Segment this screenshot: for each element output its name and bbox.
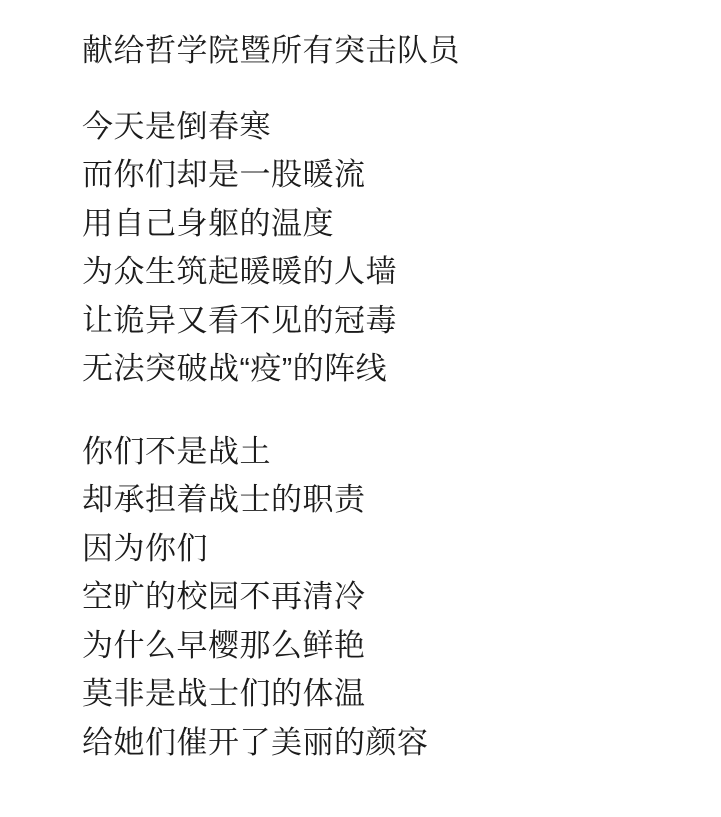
poem-line: 却承担着战士的职责 [82,482,366,517]
poem-line: 让诡异又看不见的冠毒 [82,302,397,338]
poem-stanza-2 [82,428,721,768]
poem-line: 你们不是战土 [82,433,271,469]
poem-line: 而你们却是一股暖流 [82,157,366,192]
poem-line: 空旷的校园不再清冷 [82,579,366,614]
poem-stanza-1 [82,103,721,394]
poem-line: 为众生筑起暖暖的人墙 [82,254,397,289]
poem-line: 用自己身躯的温度 [82,205,334,241]
poem-line: 莫非是战士们的体温 [82,676,366,711]
poem-line: 为什么早樱那么鲜艳 [82,627,366,663]
poem-line: 无法突破战“疫”的阵线 [82,351,388,386]
poem-line: 给她们催开了美丽的颜容 [82,724,429,760]
poem-line: 今天是倒春寒 [82,108,271,144]
poem-dedication: 献给哲学院暨所有突击队员 [82,33,460,68]
poem-line: 因为你们 [82,530,208,566]
